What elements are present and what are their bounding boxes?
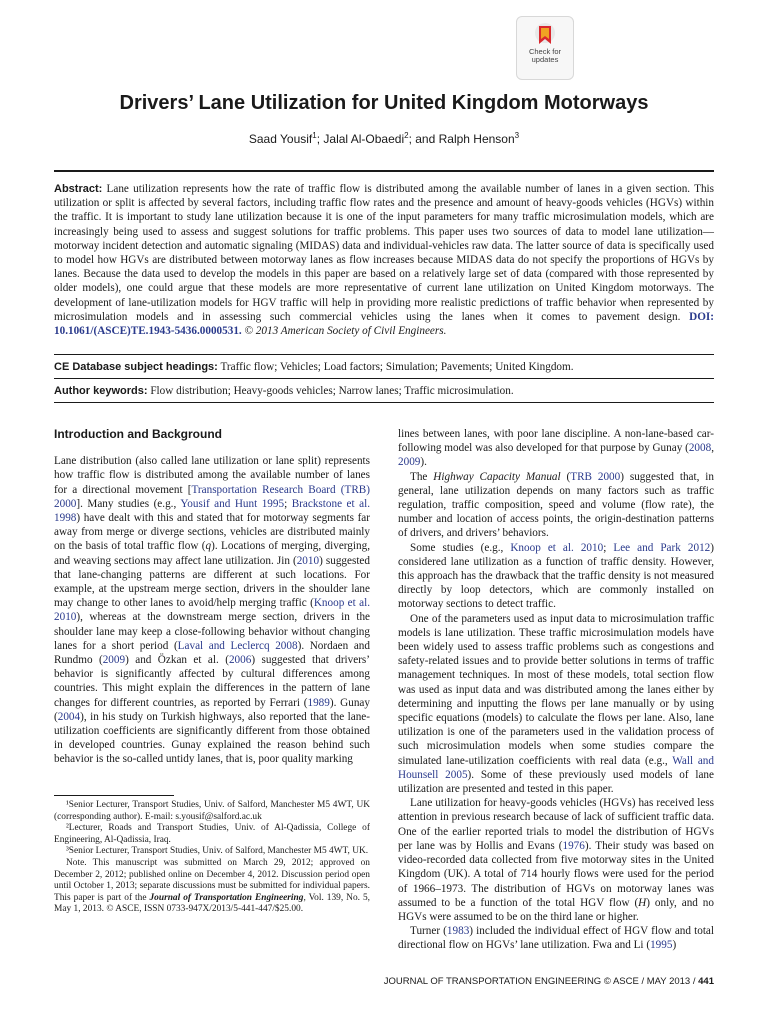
- copyright-text: © 2013 American Society of Civil Engineers.: [244, 325, 447, 338]
- footnote-1: ¹Senior Lecturer, Transport Studies, Univ. of Salford, Manchester M5 4WT, UK (corresponding author). E-mail: s.yousif@salford.ac.uk: [54, 800, 370, 822]
- ref-laval-2008[interactable]: Laval and Leclercq 2008: [177, 639, 298, 652]
- abstract-rule: [54, 354, 714, 355]
- ref-ferrari-1989[interactable]: 1989: [307, 696, 330, 709]
- author-2-affil: 2: [404, 131, 409, 140]
- abstract-block: [54, 182, 714, 338]
- section-heading: Introduction and Background: [54, 427, 222, 441]
- abstract-text: Lane utilization represents how the rate of traffic flow is distributed among the available number of lanes in a given section. This utilization or split is affected by several factors, including traffic flow rates and the presence and amount of heavy-goods vehicles (HGVs) within the traffic. It is important to study lane utilization because it is one of the input parameters for many traffic microsimulation models, which are increasingly being used to assess and suggest solutions for traffic problems. This paper uses two sources of data to model lane utilization—motorway incident detection and automatic signaling (MIDAS) data and individual-vehicles raw data. The latter source of data is specifically used to model how HGVs are distributed between motorway lanes as flow increases because MIDAS data do not specify the proportions of HGVs by lanes. Because the data used to develop the models in this paper are based on a relatively large set of data (compared with those represented by older models), one could argue that these models are more representative of current lane utilization on United Kingdom motorways. The development of lane-utilization models for HGV traffic will help in providing more realistic predictions of traffic behavior when represented by microsimulation models and in assessing such commercial vehicles using the lanes when it comes to pavement design.: [54, 183, 715, 323]
- author-1: Saad Yousif: [248, 132, 313, 146]
- subject-text: Traffic flow; Vehicles; Load factors; Simulation; Pavements; United Kingdom.: [220, 361, 574, 373]
- ref-lee-park-2012[interactable]: Lee and Park 2012: [613, 541, 711, 554]
- author-3: Ralph Henson: [438, 132, 515, 146]
- ref-ozkan-2006[interactable]: 2006: [228, 654, 252, 667]
- subject-label: CE Database subject headings:: [54, 361, 218, 373]
- paragraph: Some studies (e.g., Knoop et al. 2010; Lee and Park 2012) considered lane utilization as a function of traffic density. However, this approach has the drawback that the traffic density is not measured directly by loop detectors, which are commonly installed on motorway sections to detect traffic.: [398, 541, 714, 611]
- footnote-rule: [54, 795, 174, 796]
- author-2: Jalal Al-Obaedi: [323, 132, 405, 146]
- manuscript-note: Note. This manuscript was submitted on March 29, 2012; approved on December 2, 2012; published online on December 4, 2012. Discussion period open until October 1, 2013; separate discussions must be submitted for individual papers. This paper is part of the Journal of Transportation Engineering, Vol. 139, No. 5, May 1, 2013. © ASCE, ISSN 0733-947X/2013/5-441-447/$25.00.: [54, 857, 370, 915]
- doi-link[interactable]: DOI: 10.1061/(ASCE)TE.1943-5436.0000531.: [54, 310, 715, 338]
- paragraph: Lane utilization for heavy-goods vehicles (HGVs) has received less attention in previous research because of lack of sufficient traffic data. One of the earlier reported trials to model the distribution of HGVs per lane was by Hollis and Evans (1976). Their study was based on video-recorded data collected from five motorway sites in the United Kingdom (UK). A total of 714 hourly flows were used for the period of 1966–1973. The distribution of HGVs on motorway lanes was assumed to be a function of the total HGV flow (H) only, and no HGVs were assumed to be on the third lane or higher.: [398, 797, 714, 923]
- author-3-affil: 3: [514, 131, 520, 140]
- author-list: Saad Yousif$^1$; Jalal Al-Obaedi$^2$; and Ralph Henson$^3$: [248, 131, 520, 146]
- footnotes: [54, 800, 370, 916]
- subject-rule: [54, 378, 714, 379]
- paragraph: Turner (1983) included the individual effect of HGV flow and total directional flow on HGVs’ lane utilization. Fwa and Li (1995): [398, 925, 714, 952]
- footnote-3: ³Senior Lecturer, Transport Studies, Univ. of Salford, Manchester M5 4WT, UK.: [66, 846, 369, 857]
- abstract-label: Abstract:: [54, 183, 103, 195]
- keywords-label: Author keywords:: [54, 385, 148, 397]
- intro-paragraph: Lane distribution (also called lane utilization or lane split) represents how traffic flow is distributed among the available number of lanes for a directional movement [Transportation Research Board (TRB) 2000]. Many studies (e.g., Yousif and Hunt 1995; Brackstone et al. 1998) have dealt with this and stated that for motorway segments far away from merge or diverge sections, vehicles are distributed mainly on the basis of total traffic flow (q). Locations of merging, diverging, and weaving sections may affect lane utilization. Jin (2010) suggested that lane-changing patterns are different at such locations. For example, at the upstream merge section, drivers in the shoulder lane may change to other lanes to avoid/help merging traffic (Knoop et al. 2010), whereas at the downstream merge section, drivers in the shoulder lane may keep a close-following behavior without changing lanes for a short period (Laval and Leclercq 2008). Nordaen and Rundmo (2009) and Özkan et al. (2006) suggested that drivers’ behavior is significantly affected by cultural differences among countries. This might explain the differences in the pattern of lane changes for different countries, as reported by Ferrari (1989). Gunay (2004), in his study on Turkish highways, also reported that the lane-utilization coefficients are significantly different from those obtained in developed countries. Gunay explained the reason behind such behavior is the so-called untidy lanes, that is, poor quality marking: [54, 455, 371, 766]
- ref-knoop-2010[interactable]: Knoop et al. 2010: [54, 597, 370, 624]
- ref-hollis-1976[interactable]: 1976: [562, 839, 585, 852]
- ref-trb-2000[interactable]: Transportation Research Board (TRB) 2000: [54, 483, 370, 510]
- ref-turner-1983[interactable]: 1983: [446, 925, 470, 938]
- badge-line-1: Check for: [528, 47, 562, 56]
- ref-gunay-2004[interactable]: 2004: [57, 710, 81, 723]
- page-number: 441: [698, 976, 714, 987]
- header-rule: [54, 170, 714, 172]
- keywords-rule: [54, 402, 714, 403]
- badge-line-2: updates: [531, 55, 559, 64]
- paragraph: One of the parameters used as input data to microsimulation traffic models is lane utilization. These traffic microsimulation models have been widely used to assess traffic problems such as congestions and safety-related issues and to provide better solutions in terms of traffic management techniques. In most of these models, total section flow was used as input data and was distributed among the lanes either by determining and inputting the flows per lane manually or by using specific equations (models) to calculate the flows per lane. Also, lane utilization is one of the parameters used in the validation process of such microsimulation models when some studies compare the simulated lane-utilization coefficients with real data (e.g., Wall and Hounsell 2005). Some of these previously used models of lane utilization are presented and tested in this paper.: [398, 612, 714, 796]
- author-keywords: [54, 384, 714, 398]
- ref-yousif-hunt[interactable]: Yousif and Hunt 1995: [180, 497, 285, 510]
- left-column: [54, 427, 370, 767]
- ref-jin-2010[interactable]: 2010: [296, 554, 320, 567]
- ref-wall-hounsell[interactable]: Wall and Hounsell 2005: [398, 754, 714, 781]
- journal-footer: JOURNAL OF TRANSPORTATION ENGINEERING © ASCE / MAY 2013 /: [383, 976, 699, 987]
- subject-headings: [54, 360, 714, 374]
- page-footer: [384, 976, 714, 987]
- ref-brackstone[interactable]: Brackstone et al. 1998: [54, 497, 370, 525]
- keywords-text: Flow distribution; Heavy-goods vehicles; Narrow lanes; Traffic microsimulation.: [150, 385, 514, 397]
- ref-trb-2000[interactable]: TRB 2000: [570, 470, 621, 483]
- ref-fwa-li-1995[interactable]: 1995: [650, 939, 673, 952]
- ref-gunay-2009[interactable]: 2009: [398, 456, 421, 469]
- check-for-updates-badge[interactable]: [516, 16, 574, 80]
- bookmark-ribbon-icon: [533, 22, 557, 48]
- ref-nordaen-2009[interactable]: 2009: [102, 654, 126, 667]
- ref-gunay-2008[interactable]: 2008: [688, 442, 712, 455]
- paper-title: Drivers’ Lane Utilization for United Kingdom Motorways: [119, 92, 649, 114]
- paragraph: The Highway Capacity Manual (TRB 2000) suggested that, in general, lane utilization depends on many factors such as traffic regulation, traffic composition, speed and volume (flow rate), the number and location of access points, the origin-destination patterns of drivers, and drivers’ behaviors.: [398, 470, 714, 540]
- author-1-affil: 1: [312, 131, 317, 140]
- ref-knoop-2010[interactable]: Knoop et al. 2010: [510, 541, 604, 554]
- paragraph: lines between lanes, with poor lane discipline. A non-lane-based car-following model was also developed for that purpose by Gunay (2008, 2009).: [398, 428, 714, 469]
- footnote-2: ²Lecturer, Roads and Transport Studies, Univ. of Al-Qadissia, College of Engineering, Al-Qadissia, Iraq.: [54, 823, 370, 845]
- right-column: [398, 427, 714, 953]
